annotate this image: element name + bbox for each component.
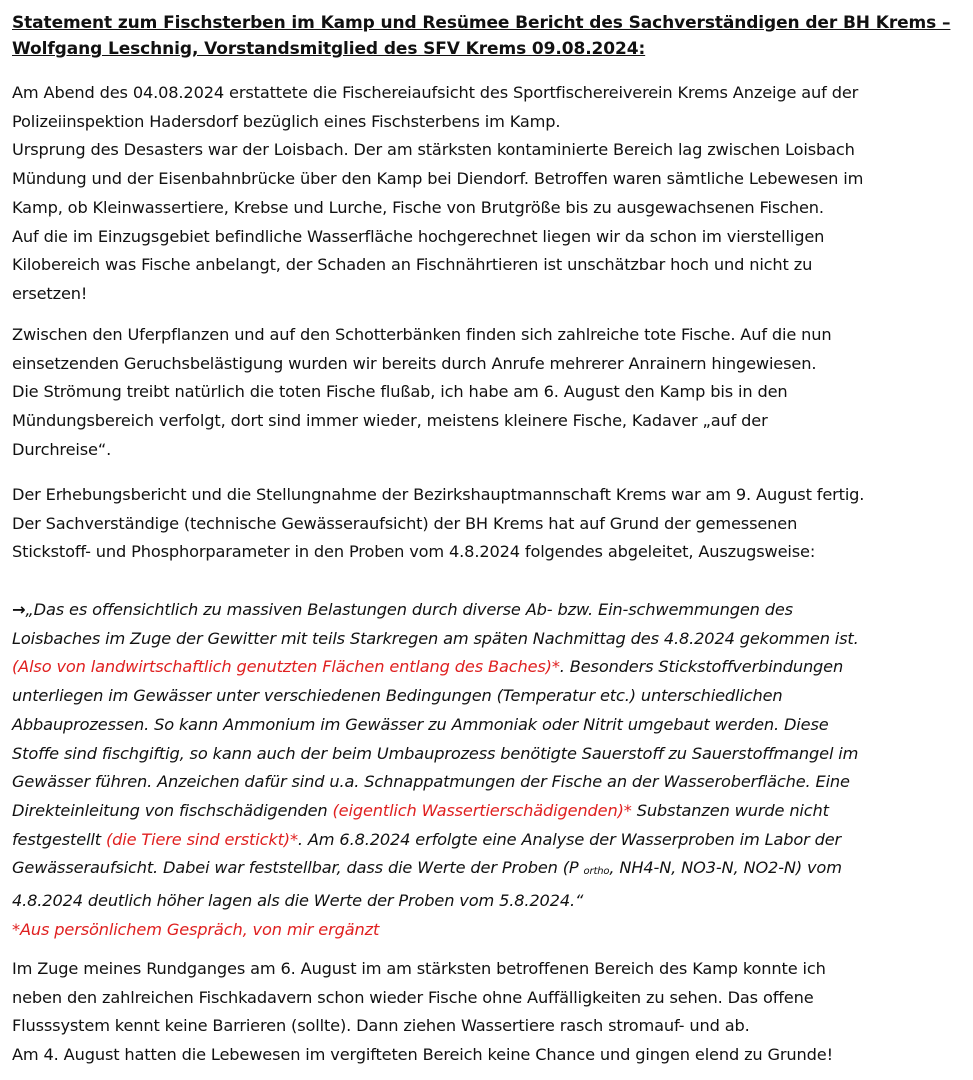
- quote-line-5: Abbauprozessen. So kann Ammonium im Gewässer zu Ammoniak oder Nitrit umgebaut werden. Diese: [12, 714, 829, 734]
- text-line: Kilobereich was Fische anbelangt, der Schaden an Fischnährtieren ist unschätzbar hoch und nicht zu: [12, 255, 813, 275]
- text-line: Durchreise“.: [12, 439, 112, 459]
- quote-line-7: Gewässer führen. Anzeichen dafür sind u.a. Schnappatmungen der Fische an der Wasseroberfläche. Eine: [12, 772, 850, 792]
- quote-line-2: Loisbaches im Zuge der Gewitter mit teils Starkregen am späten Nachmittag des 4.8.2024 gekommen ist.: [12, 628, 859, 648]
- text-line: Am Abend des 04.08.2024 erstattete die Fischereiaufsicht des Sportfischereiverein Krems Anzeige auf der: [12, 83, 859, 102]
- annotation-red: (eigentlich Wassertierschädigenden)*: [332, 800, 632, 820]
- quote-line-6: Stoffe sind fischgiftig, so kann auch der beim Umbauprozess benötigte Sauerstoff zu Sauerstoffmangel im: [12, 743, 859, 763]
- quote-line-11: 4.8.2024 deutlich höher lagen als die Werte der Proben vom 5.8.2024.“: [12, 891, 584, 911]
- quote-block: [12, 596, 967, 944]
- annotation-red: (Also von landwirtschaftlich genutzten Flächen entlang des Baches)*: [12, 657, 560, 677]
- subscript-ortho: ortho: [583, 866, 610, 878]
- text-line: Ursprung des Desasters war der Loisbach. Der am stärksten kontaminierte Bereich lag zwischen Loisbach: [12, 140, 855, 160]
- text-line: ersetzen!: [12, 283, 88, 303]
- quote-line-3: [12, 653, 967, 682]
- paragraph-expert-report: [12, 481, 967, 567]
- text-line: Auf die im Einzugsgebiet befindliche Wasserfläche hochgerechnet liegen wir da schon im vierstelligen: [12, 226, 825, 246]
- title-line-1: Statement zum Fischsterben im Kamp und Resümee Bericht des Sachverständigen der BH Krems –: [12, 13, 951, 33]
- quote-text: . Besonders Stickstoffverbindungen: [559, 657, 844, 677]
- quote-text: Substanzen wurde nicht: [631, 800, 829, 820]
- quote-line-8: [12, 797, 967, 826]
- quote-line-4: unterliegen im Gewässer unter verschiedenen Bedingungen (Temperatur etc.) unterschiedlichen: [12, 686, 783, 706]
- text-line: Der Sachverständige (technische Gewässeraufsicht) der BH Krems hat auf Grund der gemessenen: [12, 513, 798, 533]
- quote-text: . Am 6.8.2024 erfolgte eine Analyse der Wasserproben im Labor der: [297, 829, 842, 849]
- quote-text: , NH4-N, NO3-N, NO2-N) vom: [609, 858, 842, 878]
- title-line-2: Wolfgang Leschnig, Vorstandsmitglied des SFV Krems 09.08.2024:: [12, 39, 646, 59]
- text-line: Polizeiinspektion Hadersdorf bezüglich eines Fischsterbens im Kamp.: [12, 111, 561, 131]
- text-line: Zwischen den Uferpflanzen und auf den Schotterbänken finden sich zahlreiche tote Fische. Auf die nun: [12, 325, 832, 344]
- text-line: Im Zuge meines Rundganges am 6. August im am stärksten betroffenen Bereich des Kamp konnte ich: [12, 959, 826, 978]
- paragraph-report: [12, 79, 967, 309]
- quote-line-9: [12, 826, 967, 855]
- text-line: Der Erhebungsbericht und die Stellungnahme der Bezirkshauptmannschaft Krems war am 9. August fertig.: [12, 485, 865, 504]
- text-line: Stickstoff- und Phosphorparameter in den Proben vom 4.8.2024 folgendes abgeleitet, Auszugsweise:: [12, 542, 816, 562]
- arrow-right-icon: →: [12, 600, 26, 619]
- text-line: Die Strömung treibt natürlich die toten Fische flußab, ich habe am 6. August den Kamp bis in den: [12, 382, 788, 402]
- paragraph-conclusion: [12, 955, 967, 1070]
- text-line: Mündungsbereich verfolgt, dort sind immer wieder, meistens kleinere Fische, Kadaver „auf der: [12, 411, 768, 431]
- quote-text: Gewässeraufsicht. Dabei war feststellbar, dass die Werte der Proben (P: [12, 858, 584, 878]
- quote-text: festgestellt: [12, 829, 106, 849]
- text-line: einsetzenden Geruchsbelästigung wurden wir bereits durch Anrufe mehrerer Anrainern hingewiesen.: [12, 353, 817, 373]
- text-line: Am 4. August hatten die Lebewesen im vergifteten Bereich keine Chance und gingen elend zu Grunde!: [12, 1045, 833, 1065]
- quote-text: „Das es offensichtlich zu massiven Belastungen durch diverse Ab- bzw. Ein-schwemmungen des: [25, 600, 793, 619]
- document-title: [12, 10, 962, 62]
- paragraph-observation: [12, 321, 967, 465]
- quote-text: Direkteinleitung von fischschädigenden: [12, 800, 333, 820]
- quote-line-10: [12, 854, 967, 887]
- text-line: Kamp, ob Kleinwassertiere, Krebse und Lurche, Fische von Brutgröße bis zu ausgewachsenen Fischen.: [12, 197, 824, 217]
- footnote: *Aus persönlichem Gespräch, von mir ergänzt: [12, 919, 380, 939]
- text-line: Mündung und der Eisenbahnbrücke über den Kamp bei Diendorf. Betroffen waren sämtliche Lebewesen im: [12, 169, 864, 189]
- text-line: Flusssystem kennt keine Barrieren (sollte). Dann ziehen Wassertiere rasch stromauf- und ab.: [12, 1016, 750, 1036]
- text-line: neben den zahlreichen Fischkadavern schon wieder Fische ohne Auffälligkeiten zu sehen. Das offene: [12, 987, 814, 1007]
- annotation-red: (die Tiere sind erstickt)*: [105, 829, 298, 849]
- quote-line-1: [12, 596, 967, 625]
